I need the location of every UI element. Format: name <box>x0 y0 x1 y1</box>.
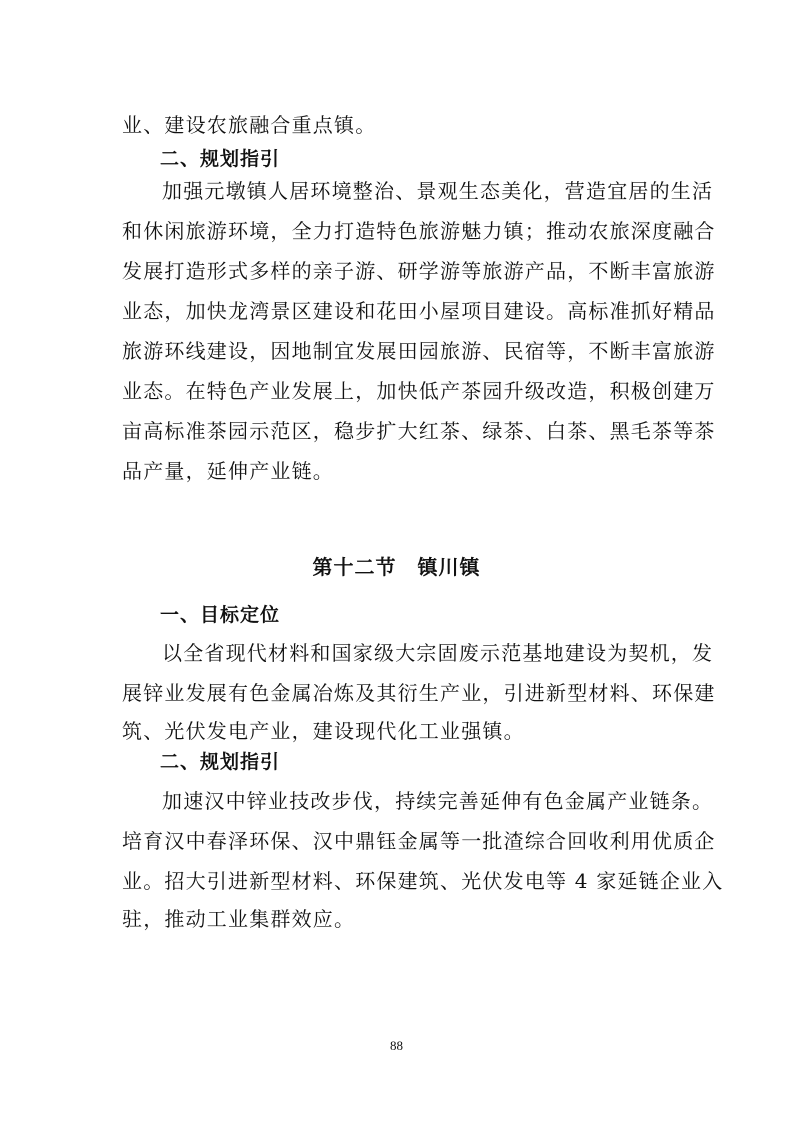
paragraph-line: 旅游环线建设，因地制宜发展田园旅游、民宿等，不断丰富旅游 <box>122 339 716 363</box>
paragraph-line: 业、建设农旅融合重点镇。 <box>122 113 377 137</box>
paragraph-line: 业态，加快龙湾景区建设和花田小屋项目建设。高标准抓好精品 <box>122 299 716 323</box>
paragraph-line: 亩高标准茶园示范区，稳步扩大红茶、绿茶、白茶、黑毛茶等茶 <box>122 419 716 443</box>
paragraph-line: 驻，推动工业集群效应。 <box>122 907 356 931</box>
paragraph-line: 以全省现代材料和国家级大宗固废示范基地建设为契机，发 <box>162 641 714 665</box>
paragraph-line: 和休闲旅游环境，全力打造特色旅游魅力镇；推动农旅深度融合 <box>122 219 716 243</box>
section-heading-goal: 一、目标定位 <box>160 604 281 626</box>
paragraph-line: 品产量，延伸产业链。 <box>122 459 334 483</box>
paragraph-line: 展锌业发展有色金属冶炼及其衍生产业，引进新型材料、环保建 <box>122 681 716 705</box>
paragraph-line: 筑、光伏发电产业，建设现代化工业强镇。 <box>122 719 525 743</box>
paragraph-line: 业态。在特色产业发展上，加快低产茶园升级改造，积极创建万 <box>122 379 716 403</box>
paragraph-line: 业。招大引进新型材料、环保建筑、光伏发电等 4 家延链企业入 <box>122 869 724 893</box>
section-heading-guidance: 二、规划指引 <box>160 751 281 773</box>
paragraph-line: 培育汉中春泽环保、汉中鼎钰金属等一批渣综合回收利用优质企 <box>122 829 716 853</box>
paragraph-line: 加速汉中锌业技改步伐，持续完善延伸有色金属产业链条。 <box>162 789 714 813</box>
page-number: 88 <box>390 1038 403 1053</box>
paragraph-line: 发展打造形式多样的亲子游、研学游等旅游产品，不断丰富旅游 <box>122 259 716 283</box>
section-title: 第十二节 镇川镇 <box>312 555 481 579</box>
section-heading-guidance-prev: 二、规划指引 <box>160 148 281 170</box>
paragraph-line: 加强元墩镇人居环境整治、景观生态美化，营造宜居的生活 <box>162 179 714 203</box>
